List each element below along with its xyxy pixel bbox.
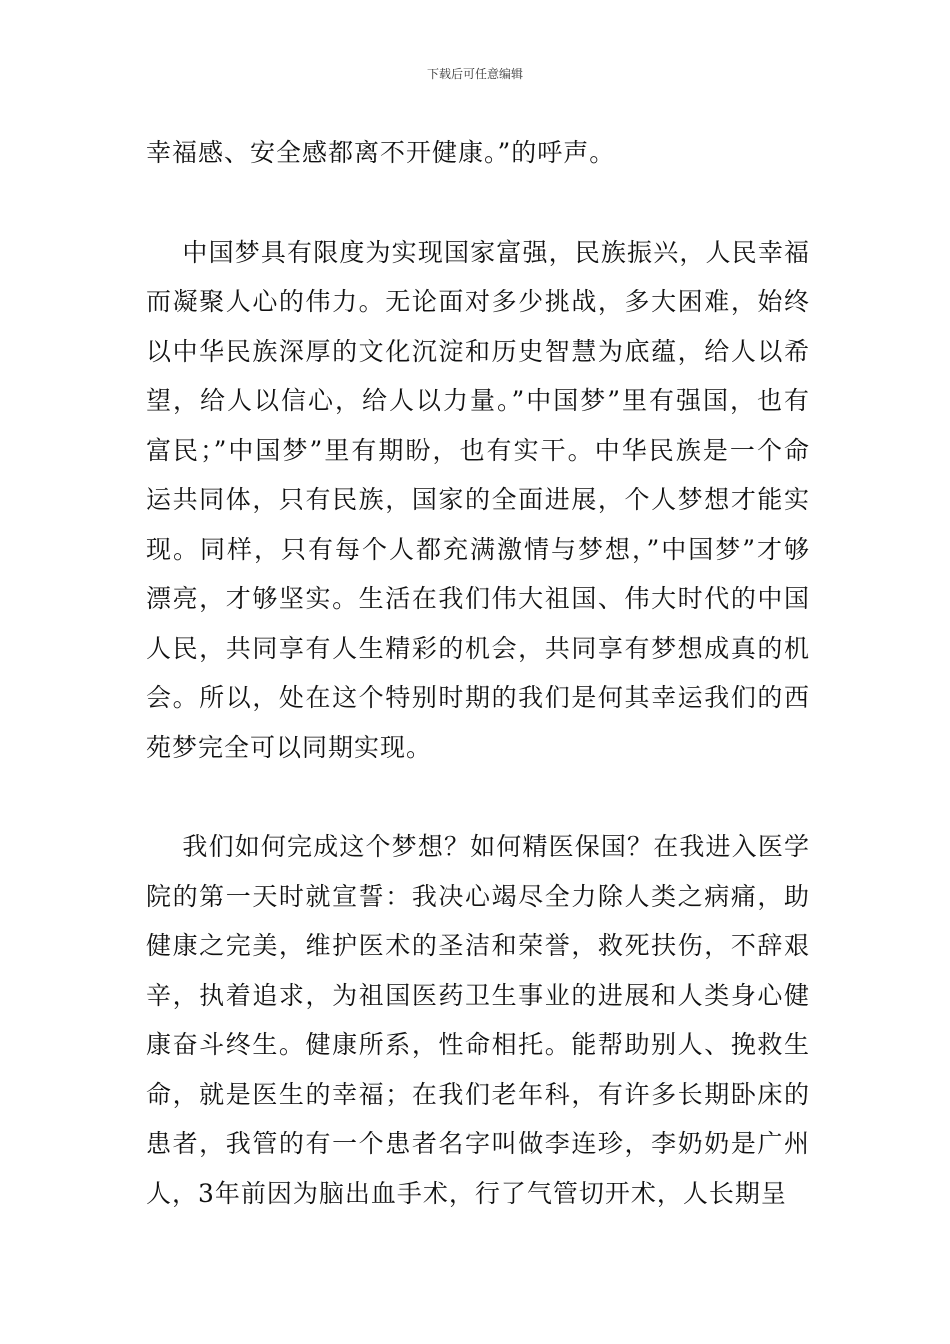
page-header: 下载后可任意编辑: [426, 67, 523, 81]
paragraph-continuation: 幸福感、安全感都离不开健康。”的呼声。: [146, 138, 616, 167]
paragraph-china-dream: 中国梦具有限度为实现国家富强，民族振兴，人民幸福而凝聚人心的伟力。无论面对多少挑战，多大困难，始终以中华民族深厚的文化沉淀和历史智慧为底蕴，给人以希望，给人以信心，给人以力量。”中国梦”里有强国，也有富民；”中国梦”里有期盼，也有实干。中华民族是一个命运共同体，只有民族，国家的全面进展，个人梦想才能实现。同样，只有每个人都充满激情与梦想，”中国梦”才够漂亮，才够坚实。生活在我们伟大祖国、伟大时代的中国人民，共同享有人生精彩的机会，共同享有梦想成真的机会。所以，处在这个特别时期的我们是何其幸运我们的西苑梦完全可以同期实现。: [146, 237, 810, 762]
document-body: [146, 128, 810, 1218]
paragraph-medical-oath: 我们如何完成这个梦想？如何精医保国？在我进入医学院的第一天时就宣誓：我决心竭尽全力除人类之病痛，助健康之完美，维护医术的圣洁和荣誉，救死扶伤，不辞艰辛，执着追求，为祖国医药卫生事业的进展和人类身心健康奋斗终生。健康所系，性命相托。能帮助别人、挽救生命，就是医生的幸福；在我们老年科，有许多长期卧床的患者，我管的有一个患者名字叫做李连珍，李奶奶是广州人，3年前因为脑出血手术，行了气管切开术，人长期呈: [146, 832, 810, 1208]
